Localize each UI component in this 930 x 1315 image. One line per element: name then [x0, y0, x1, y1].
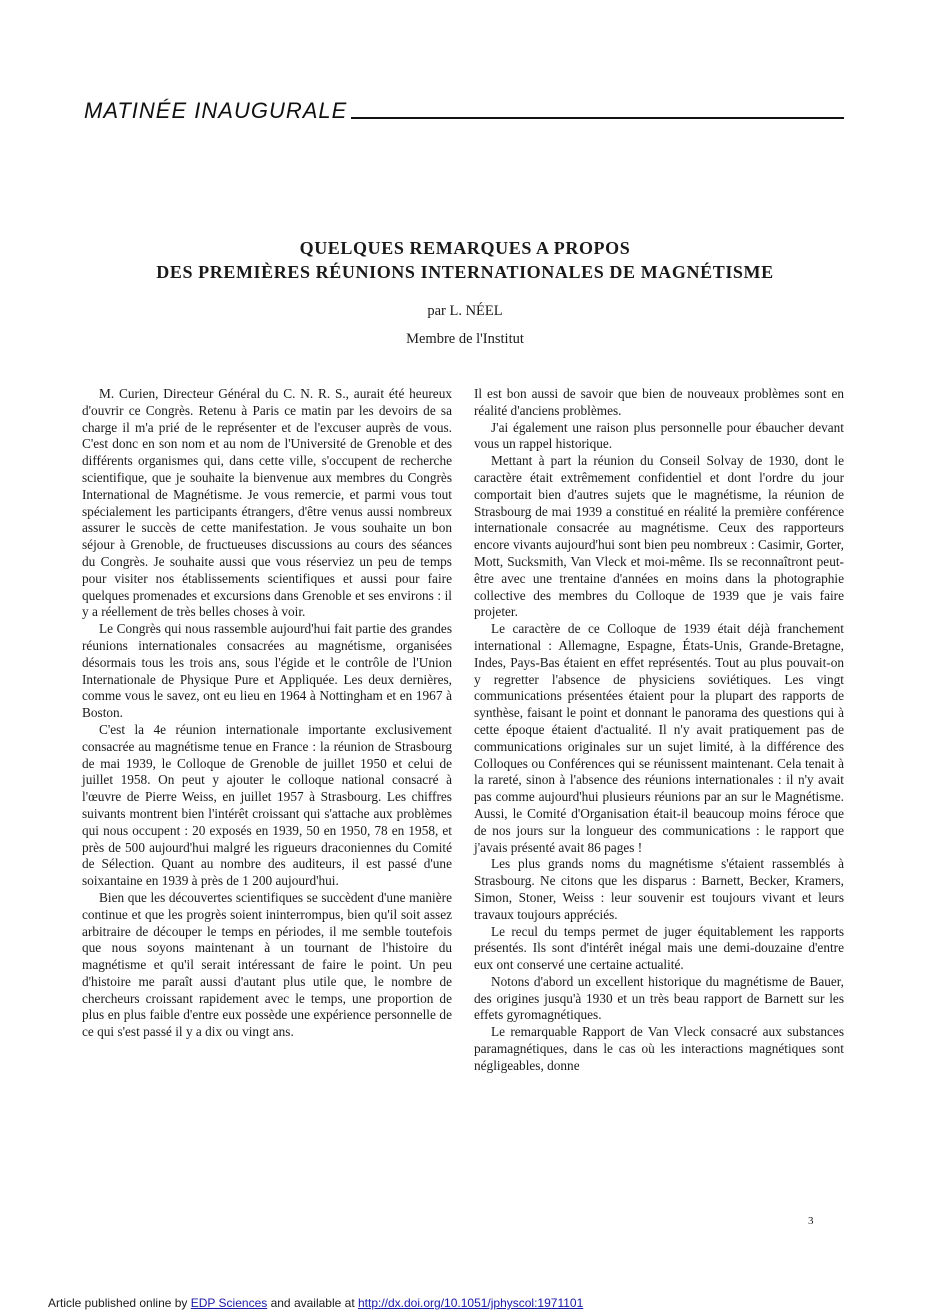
- footer-middle: and available at: [267, 1296, 358, 1310]
- right-paragraph-1: Il est bon aussi de savoir que bien de nouveaux problèmes sont en réalité d'anciens problèmes.: [474, 386, 844, 418]
- article-title-line-2: DES PREMIÈRES RÉUNIONS INTERNATIONALES DE MAGNÉTISME: [156, 262, 774, 282]
- section-rule: [351, 117, 844, 119]
- left-column: [82, 386, 452, 1041]
- left-paragraph-2: Le Congrès qui nous rassemble aujourd'hui fait partie des grandes réunions internationales consacrées au magnétisme, organisées désormais tous les trois ans, sous l'égide et le contrôle de l'Union Internationale de Physique Pure et Appliquée. Les deux dernières, comme vous le savez, ont eu lieu en 1964 à Nottingham et en 1967 à Boston.: [82, 621, 452, 721]
- right-column: [474, 386, 844, 1075]
- section-header: [84, 92, 844, 122]
- footer-prefix: Article published online by: [48, 1296, 191, 1310]
- left-paragraph-4: Bien que les découvertes scientifiques se succèdent d'une manière continue et que les progrès soient ininterrompus, bien qu'il soit assez arbitraire de découper le temps en périodes, il me semble toutefois que nous soyons maintenant à un tournant de l'histoire du magnétisme et qu'il serait intéressant de faire le point. Un peu d'histoire me paraît aussi d'autant plus utile que, le nombre de chercheurs croissant rapidement avec le temps, une proportion de plus en plus faible d'entre eux possède une expérience personnelle de ce qui s'est passé il y a dix ou vingt ans.: [82, 889, 452, 1040]
- article-title: [60, 236, 870, 284]
- page-number: 3: [808, 1215, 814, 1227]
- left-paragraph-1: M. Curien, Directeur Général du C. N. R. S., aurait été heureux d'ouvrir ce Congrès. Retenu à Paris ce matin par les devoirs de sa charge il m'a prié de le représenter et de l'excuser auprès de vous. C'est donc en son nom et au nom de l'Université de Grenoble et des différents organismes qui, dans cette ville, s'occupent de recherche scientifique, que je souhaite la bienvenue aux membres du Congrès International de Magnétisme. Je vous remercie, et parmi vous tout spécialement les participants étrangers, d'être venus aussi nombreux assurer le succès de cette manifestation. Je vous souhaite un bon séjour à Grenoble, de fructueuses discussions au cours des séances du Congrès. Je souhaite aussi que vous réserviez un peu de temps pour visiter nos établissements scientifiques et aussi pour faire quelques promenades et excursions dans Grenoble et ses environs : il y a réellement de très belles choses à voir.: [82, 386, 452, 620]
- right-paragraph-3: Mettant à part la réunion du Conseil Solvay de 1930, dont le caractère était extrêmement confidentiel et dont l'ordre du jour comportait bien d'autres sujets que le magnétisme, la réunion de Strasbourg de mai 1939 a constitué en réalité la première conférence internationale consacrée au magnétisme. Ceux des rapporteurs encore vivants aujourd'hui sont bien peu nombreux : Casimir, Gorter, Mott, Sucksmith, Van Vleck et moi-même. Ils se reconnaîtront peut-être avec une trentaine d'années en moins dans la photographie collective des membres du Colloque de 1939 que je vais faire projeter.: [474, 453, 844, 620]
- article-affiliation: Membre de l'Institut: [406, 331, 524, 347]
- doi-link[interactable]: http://dx.doi.org/10.1051/jphyscol:1971101: [357, 1296, 584, 1310]
- article-title-line-1: QUELQUES REMARQUES A PROPOS: [299, 238, 631, 258]
- right-paragraph-5: Les plus grands noms du magnétisme s'étaient rassemblés à Strasbourg. Ne citons que les disparus : Barnett, Becker, Kramers, Simon, Stoner, Weiss : leur souvenir est toujours vivant et leurs travaux toujours appréciés.: [474, 856, 844, 922]
- article-author: par L. NÉEL: [427, 303, 503, 319]
- section-title: MATINÉE INAUGURALE: [84, 98, 348, 123]
- right-paragraph-8: Le remarquable Rapport de Van Vleck consacré aux substances paramagnétiques, dans le cas où les interactions magnétiques sont négligeables, donne: [474, 1024, 844, 1073]
- left-paragraph-3: C'est la 4e réunion internationale importante exclusivement consacrée au magnétisme tenue en France : la réunion de Strasbourg de mai 1939, le Colloque de Grenoble de juillet 1950 et celui de juillet 1958. On peut y ajouter le colloque national consacré à l'œuvre de Pierre Weiss, en juillet 1957 à Strasbourg. Les chiffres suivants montrent bien l'intérêt croissant qui s'attache aux problèmes qui nous occupent : 20 exposés en 1939, 50 en 1950, 78 en 1958, et près de 500 aujourd'hui malgré les rigueurs draconiennes du Comité de Sélection. Quant au nombre des auditeurs, il est passé d'une soixantaine en 1939 à près de 1 200 aujourd'hui.: [82, 721, 452, 889]
- right-paragraph-6: Le recul du temps permet de juger équitablement les rapports présentés. Ils sont d'intérêt inégal mais une demi-douzaine d'entre eux ont conservé une certaine actualité.: [474, 923, 844, 973]
- footer-notice: [48, 1296, 583, 1310]
- right-paragraph-7: Notons d'abord un excellent historique du magnétisme de Bauer, des origines jusqu'à 1930 et un très beau rapport de Barnett sur les effets gyromagnétiques.: [474, 973, 844, 1023]
- right-paragraph-4: Le caractère de ce Colloque de 1939 était déjà franchement international : Allemagne, Espagne, États-Unis, Grande-Bretagne, Indes, Pays-Bas étaient en effet représentés. Tout au plus pouvait-on y regretter l'absence de physiciens soviétiques. Les vingt communications présentées étaient pour la plupart des rapports de synthèse, faisant le point et donnant le panorama des questions qui à cette époque étaient d'actualité. Il n'y avait pratiquement pas de communications originales sur un sujet limité, à la différence des Colloques ou Conférences qui se réunissent maintenant. Cela tenait à la rareté, sinon à l'absence des réunions internationales : il n'y avait pas comme aujourd'hui plusieurs réunions par an sur le Magnétisme. Aussi, le Comité d'Organisation était-il beaucoup moins féroce que de nos jours sur la longueur des communications : le rapport que j'avais présenté avait 86 pages !: [474, 621, 844, 855]
- right-paragraph-2: J'ai également une raison plus personnelle pour ébaucher devant vous un rappel historique.: [474, 419, 844, 452]
- publisher-link[interactable]: EDP Sciences: [190, 1296, 268, 1310]
